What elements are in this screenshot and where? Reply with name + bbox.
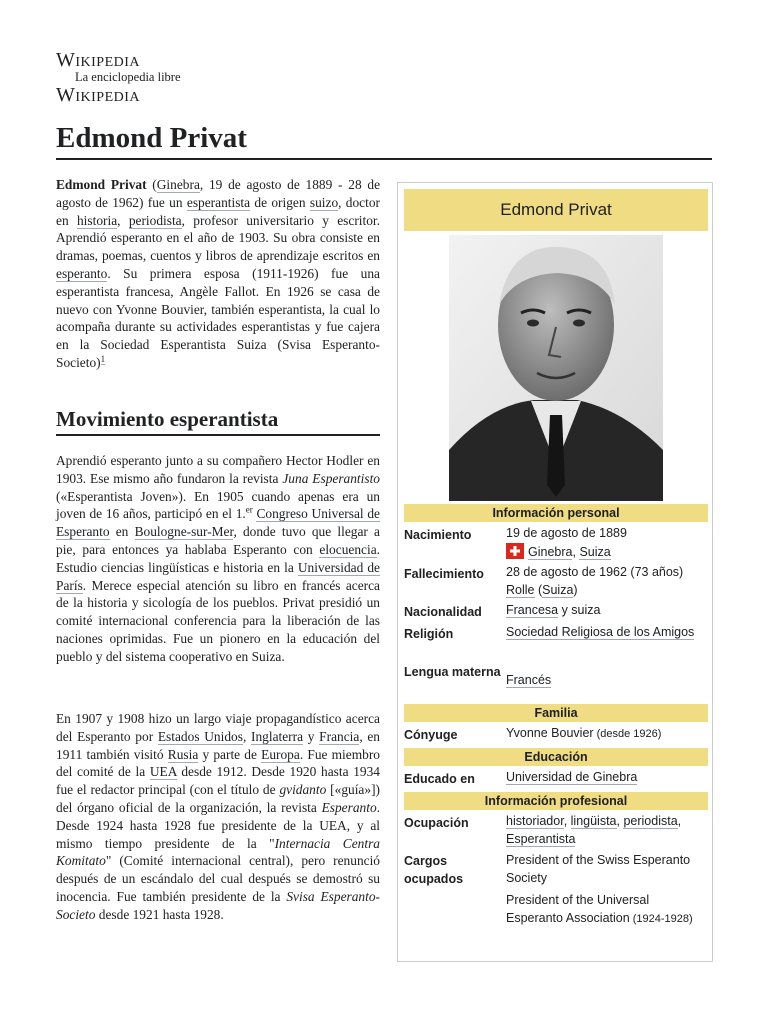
value-lengua-materna [506, 672, 708, 690]
value-cargo-2 [506, 892, 708, 928]
section-informacion-personal: Información personal [404, 504, 708, 522]
link-boulogne[interactable]: Boulogne-sur-Mer [134, 524, 234, 540]
link-francesa[interactable]: Francesa [506, 603, 559, 617]
paragraph-2 [56, 452, 380, 666]
wikipedia-logo[interactable] [56, 50, 206, 106]
text: , 19 de agosto de 1889 - 28 de agosto de 1962) fue un [56, 177, 381, 210]
ordinal-suffix: er [245, 504, 253, 515]
infobox [397, 182, 713, 962]
infobox-title: Edmond Privat [404, 189, 708, 231]
link-uea[interactable]: UEA [149, 764, 177, 780]
text: . Fue miembro del comité de la [56, 746, 380, 780]
label-fallecimiento: Fallecimiento [404, 567, 484, 581]
link-periodista-ib[interactable]: periodista [623, 814, 678, 828]
label-educado-en: Educado en [404, 772, 475, 786]
swiss-flag-icon [506, 543, 524, 559]
link-universidad-ginebra[interactable]: Universidad de Ginebra [506, 770, 638, 784]
link-suizo[interactable]: suizo [309, 194, 339, 210]
value-cargo-1: President of the Swiss Esperanto Society [506, 853, 691, 885]
link-historiador[interactable]: historiador [506, 814, 564, 828]
label-conyuge: Cónyuge [404, 728, 458, 742]
text: en [109, 524, 135, 540]
text: . Su primera esposa (1911-1926) fue una esperantista francesa, Angèle Fallot. En 1926 se casa de nuevo con Yvonne Bouvier, también esperantista, la cual lo acompaña durante su actividades esperantistas y fue cajera en la Sociedad Esperantista Suiza (Svisa Esperanto-Societo) [56, 265, 380, 370]
spouse-note: (desde 1926) [593, 728, 662, 740]
link-elocuencia[interactable]: elocuencia [319, 541, 377, 557]
link-europa[interactable]: Europa [261, 746, 300, 762]
text: , donde tuvo que llegar a pie, para entonces ya hablaba Esperanto con [56, 524, 380, 557]
link-sociedad-religiosa[interactable]: Sociedad Religiosa de los Amigos [506, 625, 695, 639]
birth-place [506, 543, 708, 562]
value-ocupacion: historiador, lingüista, periodista, Esperantista [506, 814, 682, 846]
reference-link[interactable]: 1 [100, 353, 106, 364]
link-ginebra[interactable]: Ginebra [156, 177, 200, 192]
label-nacionalidad: Nacionalidad [404, 605, 482, 619]
birth-date: 19 de agosto de 1889 [506, 526, 627, 540]
link-rolle[interactable]: Rolle [506, 582, 535, 597]
value-educado-en [506, 769, 708, 787]
gvidanto-term: gvidanto [279, 782, 327, 798]
logo-wordmark: Wikipedia [56, 49, 141, 71]
value-religion [506, 624, 708, 642]
value-nacimiento [506, 525, 708, 561]
value-nacionalidad [506, 602, 708, 620]
revista-title: Esperanto [321, 799, 377, 815]
logo-tagline: La enciclopedia libre [75, 70, 181, 84]
link-frances[interactable]: Francés [506, 673, 552, 687]
ick-title: Internacia Centra Komitato [56, 835, 380, 869]
value-fallecimiento [506, 564, 708, 599]
text: («Esperantista Joven»). En 1905 cuando apenas era un joven de 16 años, participó en el 1. [56, 488, 380, 522]
page-title: Edmond Privat [56, 122, 247, 154]
logo-wordmark-bottom: Wikipedia [56, 84, 141, 106]
text: de origen [250, 194, 310, 210]
text: En 1907 y 1908 hizo un largo viaje propagandístico acerca del Esperanto por [56, 711, 380, 744]
link-historia[interactable]: historia [76, 212, 118, 228]
text: " (Comité internacional central), pero renunció después de un escándalo del cual después se demostró su inocencia. Fue también presidente de la [56, 853, 380, 904]
text: ( [146, 177, 157, 192]
text: y [303, 728, 320, 744]
text: , profesor universitario y escritor. Aprendió esperanto en el año de 1903. Su obra consiste en dramas, poemas, cuentos y libros de aprendizaje escritos en [56, 212, 380, 264]
death-place: Rolle (Suiza) [506, 582, 578, 597]
text: y suiza [558, 603, 601, 617]
text: y parte de [198, 746, 262, 762]
section-informacion-profesional: Información profesional [404, 792, 708, 810]
section-educacion: Educación [404, 748, 708, 766]
text: . Desde 1924 hasta 1928 fue presidente de la UEA, y al mismo tiempo presidente de la " [56, 799, 380, 851]
label-ocupacion: Ocupación [404, 816, 469, 830]
section-heading: Movimiento esperantista [56, 407, 279, 431]
value-conyuge [506, 725, 708, 744]
title-divider [56, 158, 712, 160]
label-cargos: Cargos ocupados [404, 854, 464, 886]
link-esperantista-ib[interactable]: Esperantista [506, 831, 576, 846]
paragraph-3 [56, 710, 380, 924]
link-congreso[interactable]: Congreso Universal de Esperanto [56, 506, 380, 540]
section-familia: Familia [404, 704, 708, 722]
text: desde 1912. Desde 1920 hasta 1934 fue el redactor principal (con el título de [56, 764, 380, 798]
svisa-title: Svisa Esperanto-Societo [56, 888, 380, 922]
portrait-photo[interactable] [449, 235, 663, 501]
spouse-name: Yvonne Bouvier [506, 726, 594, 740]
label-religion: Religión [404, 627, 454, 641]
text: , en 1911 también visitó [56, 728, 381, 762]
text: , [572, 544, 580, 559]
link-universidad-paris[interactable]: Universidad de París [56, 559, 380, 593]
link-ginebra-birth[interactable]: Ginebra [528, 544, 573, 559]
link-estados-unidos[interactable]: Estados Unidos [157, 728, 243, 744]
cargo-2-note: (1924-1928) [629, 912, 693, 925]
link-suiza-birth[interactable]: Suiza [579, 544, 611, 559]
text: , doctor en [56, 194, 381, 228]
link-suiza-death[interactable]: Suiza [542, 582, 574, 597]
link-linguista[interactable]: lingüista [570, 814, 617, 828]
lead-subject: Edmond Privat [56, 177, 147, 192]
text: . Merece especial atención su libro en francés acerca de la historia y sicología de los pueblos. Privat presidió un comité internacional conferencia para la liberación de las naciones oprimidas. Fue un pionero en la educación del pueblo y del sistema cooperativo en Suiza. [56, 577, 380, 664]
label-lengua-materna: Lengua materna [404, 665, 501, 679]
link-rusia[interactable]: Rusia [167, 746, 199, 762]
link-francia[interactable]: Francia [319, 728, 360, 744]
link-esperantista[interactable]: esperantista [186, 194, 251, 210]
label-nacimiento: Nacimiento [404, 528, 472, 542]
text: . Estudio ciencias lingüísticas e historia en la [56, 541, 380, 575]
cargo-2-text: President of the Universal Esperanto Association [506, 893, 650, 925]
text: desde 1921 hasta 1928. [95, 906, 224, 922]
text: Aprendió esperanto junto a su compañero Hector Hodler en 1903. Ese mismo año fundaron la revista [56, 453, 380, 486]
link-periodista[interactable]: periodista [128, 212, 182, 228]
text: [«guía»]) del órgano oficial de la organización, la revista [56, 782, 380, 815]
link-inglaterra[interactable]: Inglaterra [251, 728, 304, 744]
death-date: 28 de agosto de 1962 (73 años) [506, 565, 684, 579]
link-esperanto[interactable]: esperanto [56, 265, 108, 281]
journal-title: Juna Esperantisto [282, 470, 381, 486]
section-divider [56, 434, 380, 436]
lead-paragraph [56, 176, 380, 372]
text: , [117, 212, 129, 228]
text: , [242, 728, 251, 744]
